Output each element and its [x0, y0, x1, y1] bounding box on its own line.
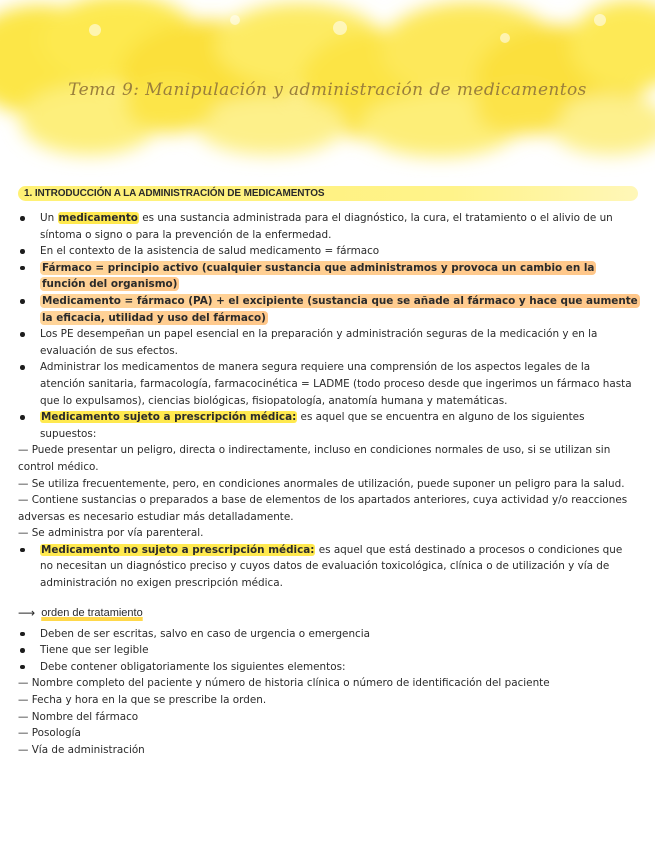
bullet-item: Un medicamento es una sustancia administrada para el diagnóstico, la cura, el tratamiento o el alivio de un síntoma o signo o para la prevención de la enfermedad.: [18, 210, 638, 243]
bullet-item: Debe contener obligatoriamente los siguientes elementos:: [18, 659, 638, 676]
document-title: Tema 9: Manipulación y administración de medicamentos: [68, 80, 587, 100]
dash-item: — Vía de administración: [18, 742, 638, 759]
subsection-title: orden de tratamiento: [41, 606, 143, 619]
dash-item: — Fecha y hora en la que se prescribe la orden.: [18, 692, 638, 709]
bullet-item: Tiene que ser legible: [18, 642, 638, 659]
bullet-item: Medicamento no sujeto a prescripción médica: es aquel que está destinado a procesos o condiciones que no necesitan un diagnóstico preciso y cuyos datos de evaluación toxicológica, clínica o de utilización y vía de administración no exigen prescripción médica.: [18, 542, 638, 592]
dash-item: — Nombre del fármaco: [18, 709, 638, 726]
highlight: Medicamento = fármaco (PA) + el excipiente (sustancia que se añade al fármaco y hace que aumente la eficacia, utilidad y uso del fármaco): [42, 294, 638, 324]
bullet-item: Medicamento sujeto a prescripción médica: es aquel que se encuentra en alguno de los siguientes supuestos:: [18, 409, 638, 442]
bullet-item: En el contexto de la asistencia de salud medicamento = fármaco: [18, 243, 638, 260]
bullet-item: Administrar los medicamentos de manera segura requiere una comprensión de los aspectos legales de la atención sanitaria, farmacología, farmacocinética = LADME (todo proceso desde que ingerimos un fármaco hasta que lo expulsamos), ciencias biológicas, fisiopatología, anatomía humana y matemáticas.: [18, 359, 638, 409]
bullet-item: Deben de ser escritas, salvo en caso de urgencia o emergencia: [18, 626, 638, 643]
bullet-item: [18, 260, 638, 293]
dash-item: — Puede presentar un peligro, directa o indirectamente, incluso en condiciones normales de uso, si se utilizan sin control médico.: [18, 442, 638, 475]
dash-item: — Se administra por vía parenteral.: [18, 525, 638, 542]
dash-item: — Se utiliza frecuentemente, pero, en condiciones anormales de utilización, puede suponer un peligro para la salud.: [18, 476, 638, 493]
highlight: Medicamento no sujeto a prescripción médica:: [41, 543, 315, 556]
document-body: [18, 186, 638, 758]
section-heading: 1. INTRODUCCIÓN A LA ADMINISTRACIÓN DE MEDICAMENTOS: [18, 186, 638, 201]
arrow-icon: ⟶: [18, 605, 36, 620]
watercolor-banner: [0, 0, 655, 178]
bullet-item: [18, 293, 638, 326]
dash-item: — Contiene sustancias o preparados a base de elementos de los apartados anteriores, cuya actividad y/o reacciones adversas es necesario estudiar más detalladamente.: [18, 492, 638, 525]
bullet-item: Los PE desempeñan un papel esencial en la preparación y administración seguras de la medicación y en la evaluación de sus efectos.: [18, 326, 638, 359]
dash-item: — Nombre completo del paciente y número de historia clínica o número de identificación del paciente: [18, 675, 638, 692]
highlight: Fármaco = principio activo (cualquier sustancia que administramos y provoca un cambio en la función del organismo): [42, 261, 595, 291]
highlight: Medicamento sujeto a prescripción médica:: [41, 411, 297, 424]
dash-item: — Posología: [18, 725, 638, 742]
highlight: medicamento: [58, 212, 138, 224]
subsection-header: [18, 606, 638, 620]
